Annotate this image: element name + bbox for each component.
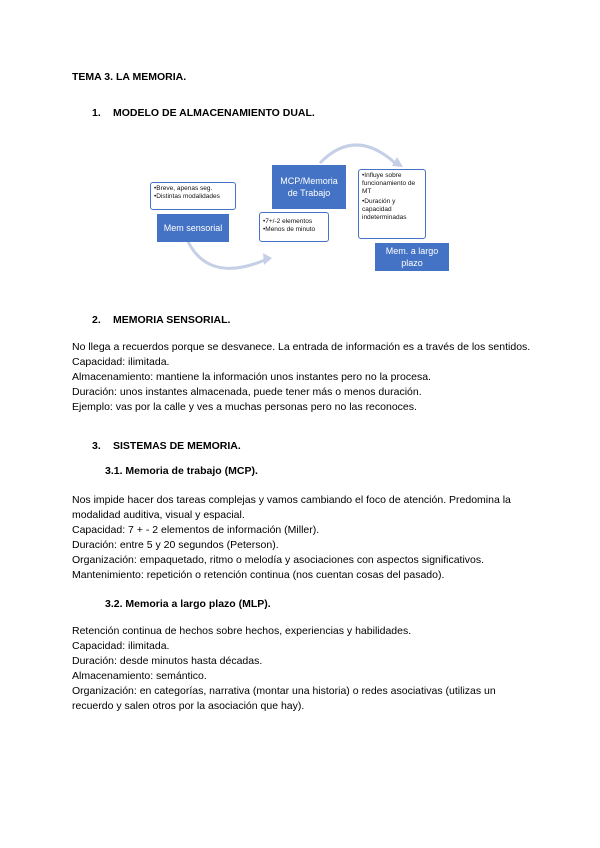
subsection-3-1-body — [72, 493, 532, 583]
callout-line: •Duración y capacidad indeterminadas — [362, 198, 407, 221]
subsection-3-1-heading: 3.1. Memoria de trabajo (MCP). — [105, 465, 258, 477]
section-2-body — [72, 340, 532, 415]
callout-mcp — [259, 212, 329, 242]
paragraph-line: Capacidad: ilimitada. — [72, 356, 170, 368]
node-label: Mem sensorial — [163, 223, 223, 233]
subsection-3-2-body — [72, 624, 532, 714]
paragraph-line: Organización: en categorías, narrativa (montar una historia) o redes asociativas (utilizas un recuerdo y salen otros por la asociación que hay). — [72, 685, 496, 712]
paragraph-line: Duración: unos instantes almacenada, puede tener más o menos duración. — [72, 386, 422, 398]
paragraph-line: Ejemplo: vas por la calle y ves a muchas personas pero no las reconoces. — [72, 401, 417, 413]
arrow-head-bottom — [263, 253, 272, 265]
callout-line: •Influye sobre funcionamiento de MT — [362, 172, 416, 195]
callout-line: •7+/-2 elementos — [263, 218, 313, 225]
paragraph-line: Capacidad: ilimitada. — [72, 640, 170, 652]
section-title: SISTEMAS DE MEMORIA. — [113, 440, 241, 452]
section-1-heading — [92, 107, 392, 121]
paragraph-line: Almacenamiento: semántico. — [72, 670, 207, 682]
section-number: 2. — [92, 314, 101, 326]
arc-top — [320, 145, 395, 163]
callout-line: •Breve, apenas seg. — [154, 185, 213, 192]
section-title: MODELO DE ALMACENAMIENTO DUAL. — [113, 107, 315, 119]
section-title: MEMORIA SENSORIAL. — [113, 314, 231, 326]
dual-storage-diagram — [145, 135, 465, 285]
paragraph-line: Capacidad: 7 + - 2 elementos de información (Miller). — [72, 524, 320, 536]
node-mcp — [272, 165, 346, 209]
node-mlp — [375, 243, 449, 271]
callout-line: •Distintas modalidades — [154, 193, 220, 200]
callout-line: •Menos de minuto — [263, 226, 316, 233]
subsection-3-2-heading: 3.2. Memoria a largo plazo (MLP). — [105, 598, 271, 610]
paragraph-line: Almacenamiento: mantiene la información unos instantes pero no la procesa. — [72, 371, 431, 383]
paragraph-line: Mantenimiento: repetición o retención continua (nos cuentan cosas del pasado). — [72, 569, 445, 581]
section-number: 3. — [92, 440, 101, 452]
section-2-heading — [92, 314, 392, 328]
section-3-heading — [92, 440, 392, 454]
paragraph-line: Nos impide hacer dos tareas complejas y vamos cambiando el foco de atención. Predomina la modalidad auditiva, visual y espacial. — [72, 494, 511, 521]
node-label: MCP/Memoria de Trabajo — [280, 176, 338, 198]
node-mem-sensorial — [157, 214, 229, 242]
callout-sensorial — [150, 182, 236, 210]
section-number: 1. — [92, 107, 101, 119]
paragraph-line: Organización: empaquetado, ritmo o melodía y asociaciones con aspectos significativos. — [72, 554, 485, 566]
paragraph-line: No llega a recuerdos porque se desvanece. La entrada de información es a través de los sentidos. — [72, 341, 531, 353]
node-label: Mem. a largo plazo — [385, 246, 439, 268]
paragraph-line: Duración: entre 5 y 20 segundos (Peterson). — [72, 539, 279, 551]
paragraph-line: Retención continua de hechos sobre hechos, experiencias y habilidades. — [72, 625, 412, 637]
document-title: TEMA 3. LA MEMORIA. — [72, 71, 187, 83]
callout-mlp — [358, 169, 426, 239]
paragraph-line: Duración: desde minutos hasta décadas. — [72, 655, 263, 667]
